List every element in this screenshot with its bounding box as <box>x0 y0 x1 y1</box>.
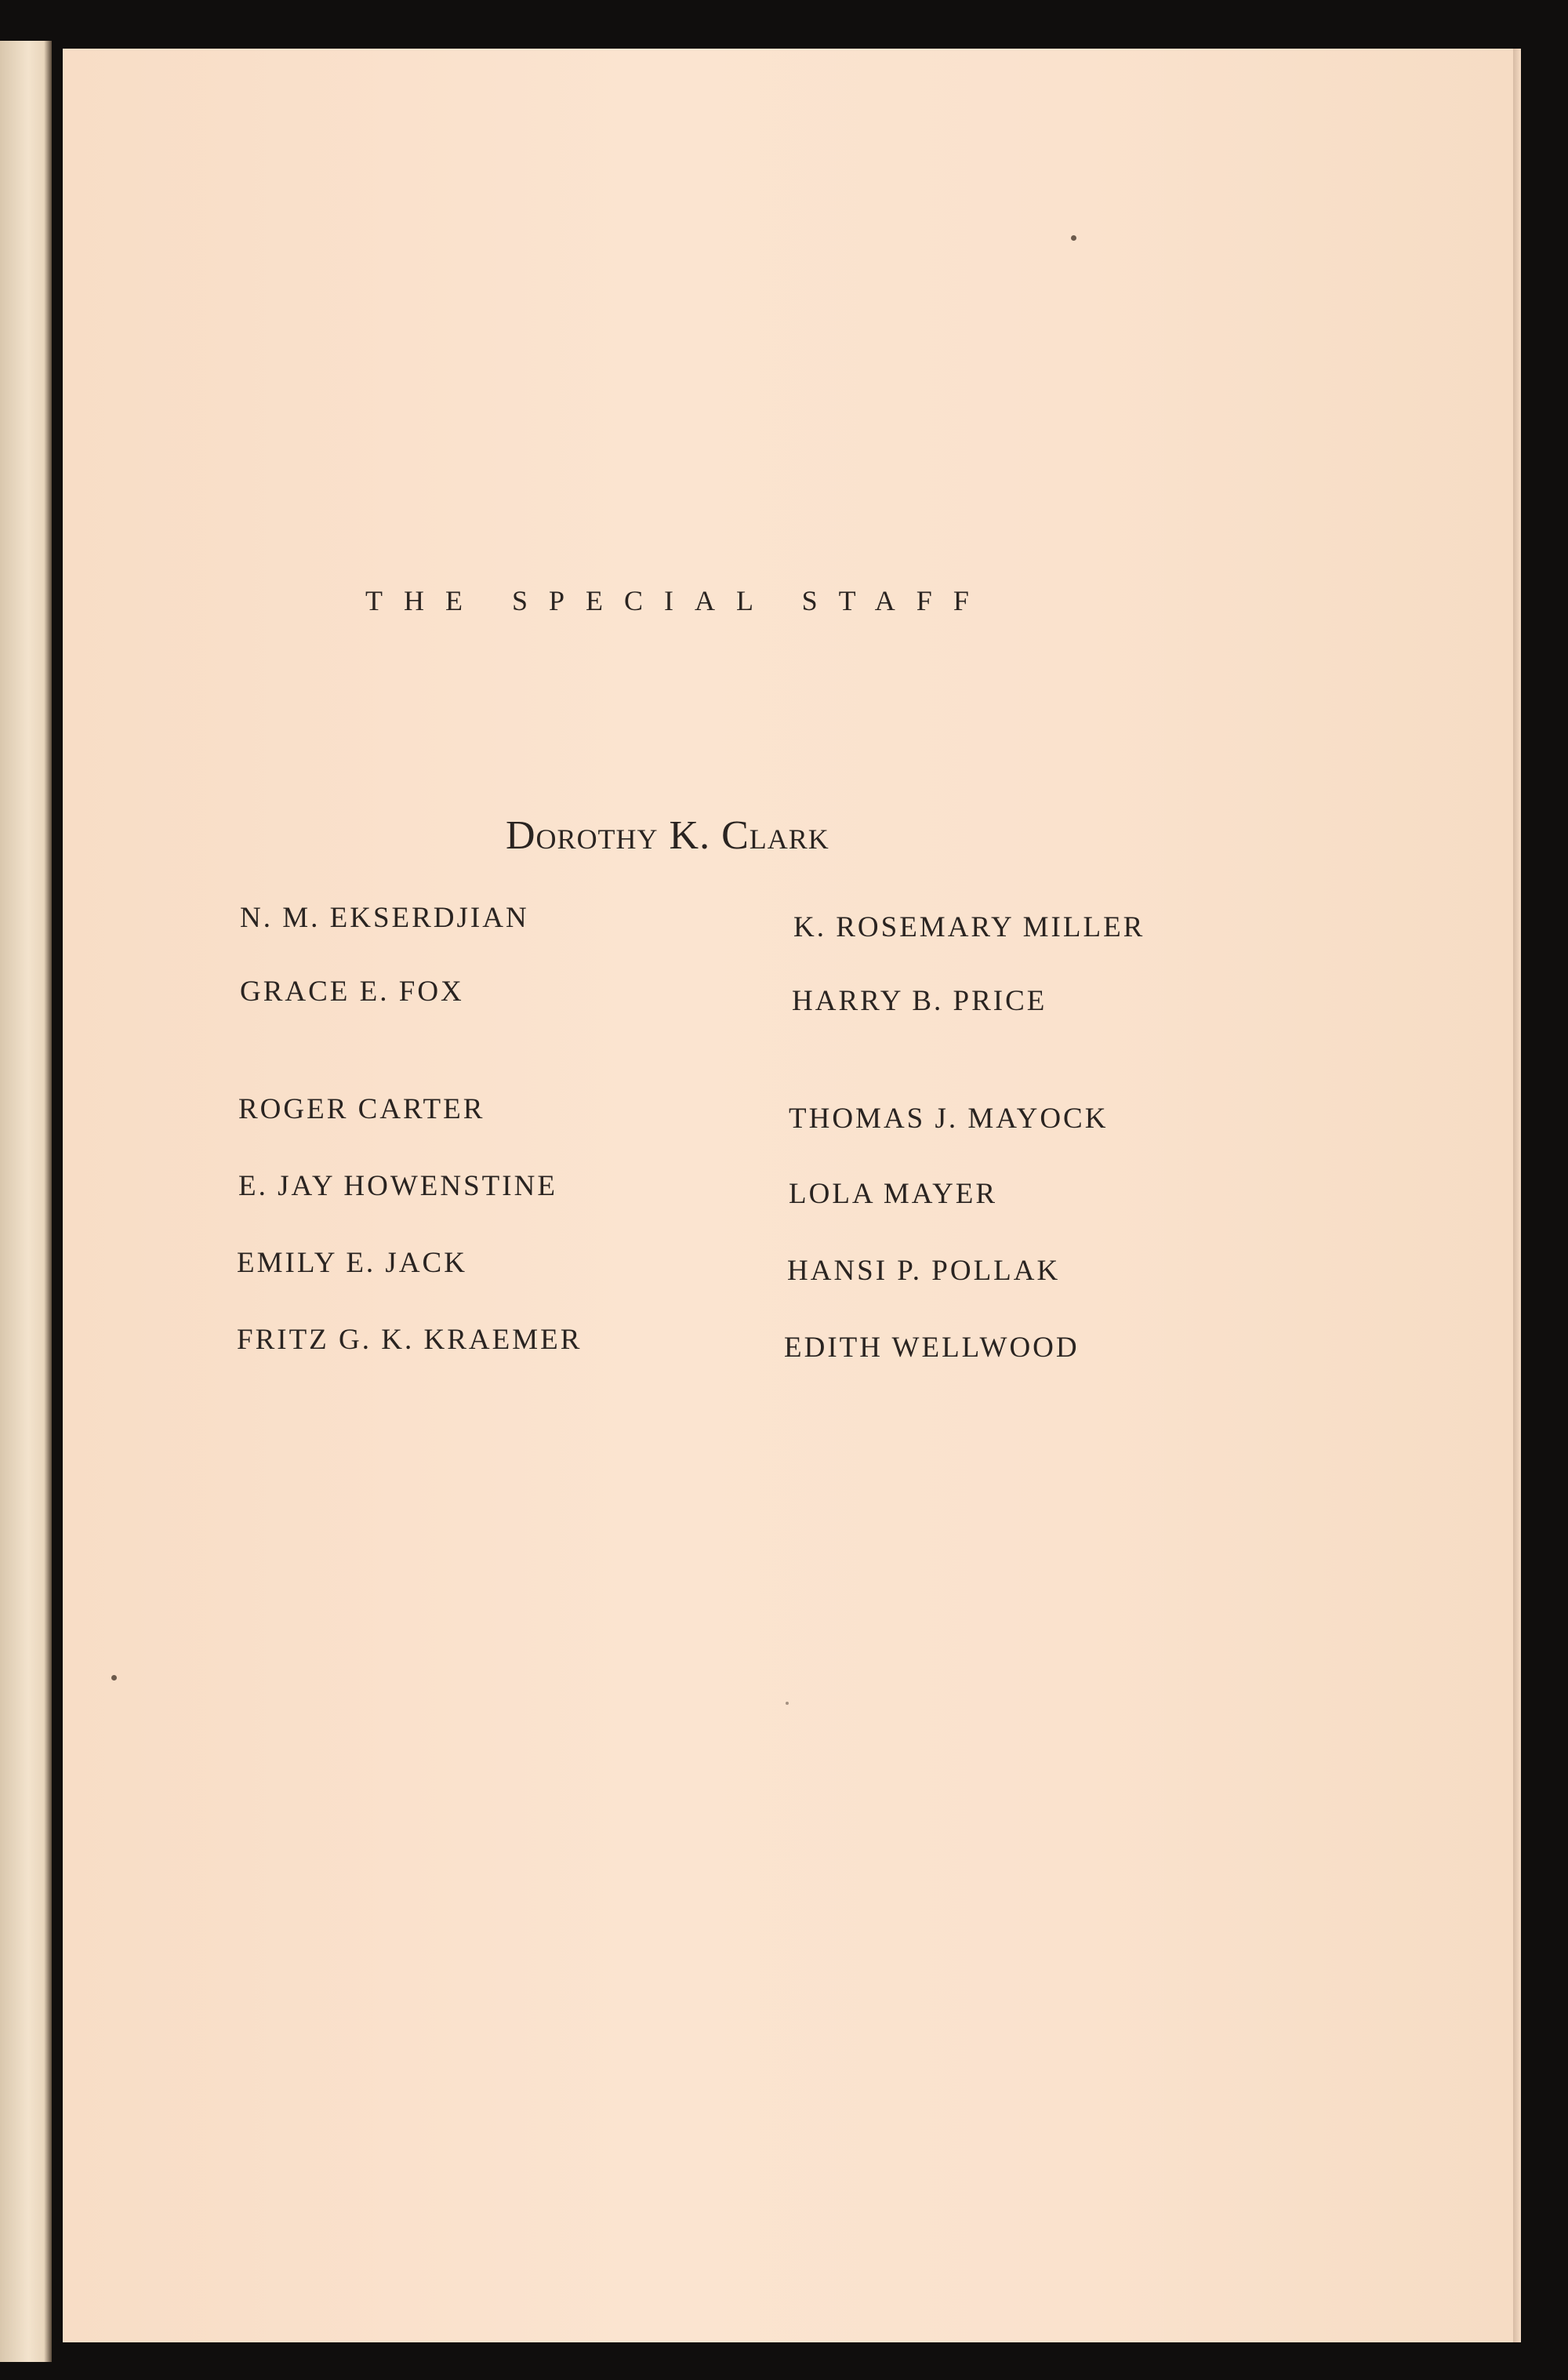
lead-staff-name: Dorothy K. Clark <box>506 813 829 858</box>
staff-name-right-4: LOLA MAYER <box>789 1178 998 1210</box>
paper-speck <box>786 1702 789 1705</box>
section-heading: THE SPECIAL STAFF <box>365 585 990 616</box>
page-edge-shadow <box>1513 49 1521 2342</box>
staff-name-left-6: FRITZ G. K. KRAEMER <box>237 1324 583 1356</box>
staff-name-left-5: EMILY E. JACK <box>237 1247 467 1279</box>
staff-name-right-6: EDITH WELLWOOD <box>784 1332 1080 1364</box>
staff-name-right-2: HARRY B. PRICE <box>792 985 1047 1017</box>
book-spine-edge <box>0 41 52 2362</box>
staff-name-left-3: ROGER CARTER <box>238 1093 485 1125</box>
staff-name-right-5: HANSI P. POLLAK <box>787 1255 1061 1287</box>
staff-name-right-1: K. ROSEMARY MILLER <box>793 911 1145 943</box>
staff-name-left-2: GRACE E. FOX <box>240 976 464 1008</box>
paper-speck <box>111 1675 117 1681</box>
staff-name-left-1: N. M. EKSERDJIAN <box>240 902 529 934</box>
staff-name-right-3: THOMAS J. MAYOCK <box>789 1103 1109 1135</box>
paper-speck <box>1071 235 1076 241</box>
staff-name-left-4: E. JAY HOWENSTINE <box>238 1170 557 1202</box>
